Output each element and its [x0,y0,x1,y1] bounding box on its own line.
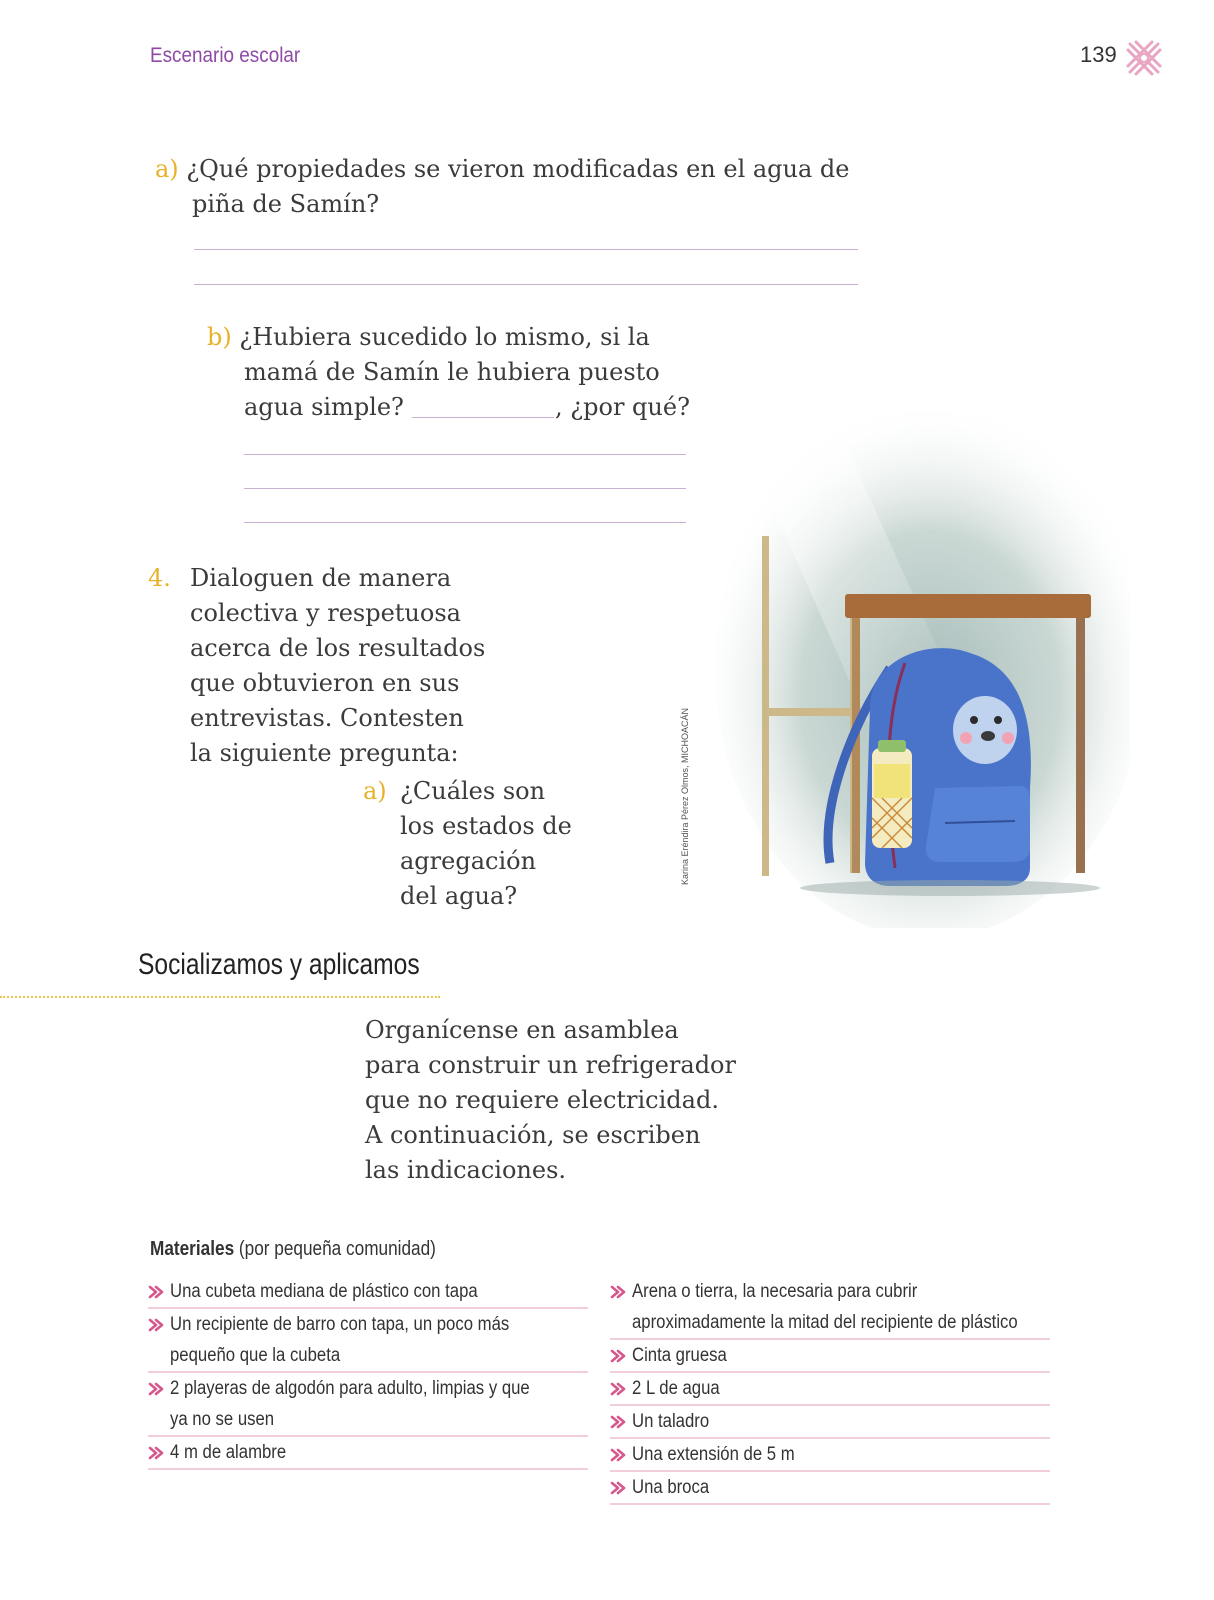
backpack-desk-illustration [700,368,1130,928]
double-chevron-right-icon [148,1317,164,1333]
material-item-text: Arena o tierra, la necesaria para cubrir [632,1281,918,1302]
material-item [148,1373,588,1437]
material-item [610,1439,1050,1472]
question-states-line: del agua? [400,882,518,910]
material-item-text: 4 m de alambre [170,1442,287,1463]
material-item [610,1406,1050,1439]
question-b-line-3-end-wrap [555,390,690,425]
material-item-text: 2 playeras de algodón para adulto, limpias y que [170,1378,530,1399]
dog-nose [981,731,995,741]
question-states-line: ¿Cuáles son [400,777,546,805]
materials-list-left [148,1276,588,1470]
material-item-text: ya no se usen [170,1409,275,1430]
item-4-line: Dialoguen de manera [190,564,452,592]
material-item-text: Una extensión de 5 m [632,1444,795,1465]
dog-eye-right [994,716,1002,724]
header-title: Escenario escolar [150,44,301,67]
materials-title [150,1238,436,1261]
section-title: Socializamos y aplicamos [138,948,420,981]
question-b-line-1-wrap [207,320,650,355]
section-intro-line: para construir un refrigerador [365,1051,736,1079]
answer-line-b1[interactable] [244,454,686,455]
chair-back-post [762,536,769,876]
bottle-cap [878,740,906,752]
question-b-line-2-wrap [244,355,660,390]
double-chevron-right-icon [148,1284,164,1300]
material-item-text: Una broca [632,1477,710,1498]
section-intro-line: las indicaciones. [365,1156,567,1184]
answer-line-a2[interactable] [194,284,858,285]
question-a-line-1: ¿Qué propiedades se vieron modificadas en el agua de [186,155,850,183]
double-chevron-right-icon [610,1480,626,1496]
item-4-line: la siguiente pregunta: [190,739,459,767]
section-divider [0,996,440,998]
material-item [148,1309,588,1373]
chair-rail [766,708,856,716]
material-item-text: 2 L de agua [632,1378,720,1399]
material-item-text: pequeño que la cubeta [170,1345,341,1366]
double-chevron-right-icon [148,1381,164,1397]
question-b-line-2: mamá de Samín le hubiera puesto [244,358,660,386]
dog-cheek-left [960,732,972,744]
item-4-marker-wrap [148,561,171,596]
item-4-line: entrevistas. Contesten [190,704,464,732]
desk-leg-right [1076,618,1085,873]
question-b-line-1: ¿Hubiera sucedido lo mismo, si la [239,323,650,351]
answer-blank-b-inline[interactable] [412,417,554,418]
section-intro-line: A continuación, se escriben [365,1121,701,1149]
section-intro [365,1013,736,1188]
section-intro-line: que no requiere electricidad. [365,1086,719,1114]
material-item-text: aproximadamente la mitad del recipiente de plástico [632,1312,1018,1333]
question-states-marker: a) [363,777,387,805]
star-logo-icon [1124,38,1164,78]
material-item-text: Una cubeta mediana de plástico con tapa [170,1281,478,1302]
floor-shadow [800,880,1100,896]
dog-eye-left [970,716,978,724]
question-a-line-2: piña de Samín? [192,190,380,218]
material-item [610,1373,1050,1406]
answer-line-a1[interactable] [194,249,858,250]
item-4-line: que obtuvieron en sus [190,669,460,697]
material-item [148,1437,588,1470]
material-item [610,1276,1050,1340]
question-b-line-3-start: agua simple? [244,393,404,421]
bottle-liquid [874,764,910,798]
page-number: 139 [1080,42,1117,67]
double-chevron-right-icon [610,1284,626,1300]
question-b-marker: b) [207,323,232,351]
material-item-text: Un taladro [632,1411,710,1432]
material-item-text: Cinta gruesa [632,1345,727,1366]
desk-top [845,594,1091,618]
material-item-text: Un recipiente de barro con tapa, un poco más [170,1314,510,1335]
material-item [610,1472,1050,1505]
section-intro-line: Organícense en asamblea [365,1016,679,1044]
item-4-line: acerca de los resultados [190,634,486,662]
question-a-line-2-wrap [192,187,379,222]
question-a-marker: a) [155,155,179,183]
question-b-line-3-wrap [244,390,404,425]
double-chevron-right-icon [610,1447,626,1463]
double-chevron-right-icon [610,1348,626,1364]
dog-face-patch [953,696,1017,764]
answer-line-b2[interactable] [244,488,686,489]
materials-title-bold: Materiales [150,1238,235,1260]
item-4-text [190,561,485,771]
answer-line-b3[interactable] [244,522,686,523]
double-chevron-right-icon [610,1381,626,1397]
question-a-properties [155,152,850,187]
dog-cheek-right [1002,732,1014,744]
question-states-marker-wrap [363,774,387,809]
material-item [148,1276,588,1309]
backpack-pocket [926,786,1030,862]
question-states-text [400,774,572,914]
question-states-line: agregación [400,847,537,875]
illustration-credit: Karina Eréndira Pérez Olmos, MICHOACÁN [680,707,690,885]
item-4-marker: 4. [148,564,171,592]
material-item [610,1340,1050,1373]
materials-list-right [610,1276,1050,1505]
double-chevron-right-icon [148,1445,164,1461]
question-b-line-3-end: , ¿por qué? [555,393,690,421]
double-chevron-right-icon [610,1414,626,1430]
item-4-line: colectiva y respetuosa [190,599,461,627]
materials-title-rest: (por pequeña comunidad) [234,1238,436,1260]
question-states-line: los estados de [400,812,572,840]
